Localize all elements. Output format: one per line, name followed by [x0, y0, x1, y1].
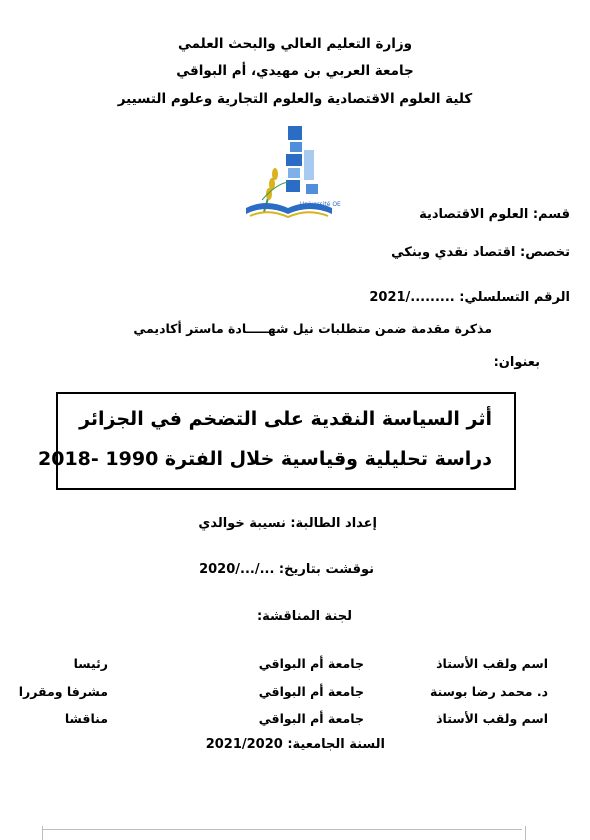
committee-member-university: جامعة أم البواقي	[258, 656, 364, 671]
entitled-label: بعنوان:	[493, 355, 540, 370]
specialty: تخصص: اقتصاد نقدي وبنكي	[391, 245, 570, 260]
student-name: إعداد الطالبة: نسيبة خوالدي	[198, 516, 377, 531]
university-line: جامعة العربي بن مهيدي، أم البواقي	[176, 63, 414, 79]
ministry-line: وزارة التعليم العالي والبحث العلمي	[177, 36, 413, 52]
committee-member-university: جامعة أم البواقي	[258, 711, 364, 726]
university-logo	[236, 122, 341, 227]
page-border-line	[42, 829, 522, 830]
committee-member-role: مشرفا ومقررا	[18, 684, 108, 699]
faculty-line: كلية العلوم الاقتصادية والعلوم التجارية وعلوم التسيير	[117, 91, 473, 107]
committee-member-role: مناقشا	[64, 711, 108, 726]
committee-member-university: جامعة أم البواقي	[258, 684, 364, 699]
department: قسم: العلوم الاقتصادية	[419, 207, 570, 222]
memo-statement: مذكرة مقدمة ضمن متطلبات نيل شهـــــادة ماستر أكاديمي	[133, 321, 492, 336]
page-border-corner	[42, 826, 43, 840]
committee-member-role: رئيسا	[73, 656, 108, 671]
committee-member-name: اسم ولقب الأستاذ	[436, 656, 548, 671]
committee-member-name: اسم ولقب الأستاذ	[436, 711, 548, 726]
title-box	[38, 392, 516, 490]
academic-year: السنة الجامعية: 2021/2020	[205, 737, 385, 752]
committee-heading: لجنة المناقشة:	[256, 609, 352, 624]
thesis-title: أثر السياسة النقدية على التضخم في الجزائر	[79, 408, 492, 430]
defense-date: نوقشت بتاريخ: .../.../2020	[199, 562, 374, 577]
page-border-corner	[525, 826, 526, 840]
logo-text: Université OEB	[300, 201, 341, 208]
serial-number: الرقم التسلسلي: ........./2021	[369, 290, 570, 305]
thesis-subtitle: دراسة تحليلية وقياسية خلال الفترة 1990 -2018	[38, 448, 492, 470]
committee-member-name: د. محمد رضا بوسنة	[429, 684, 548, 699]
university-logo-icon	[236, 122, 341, 227]
